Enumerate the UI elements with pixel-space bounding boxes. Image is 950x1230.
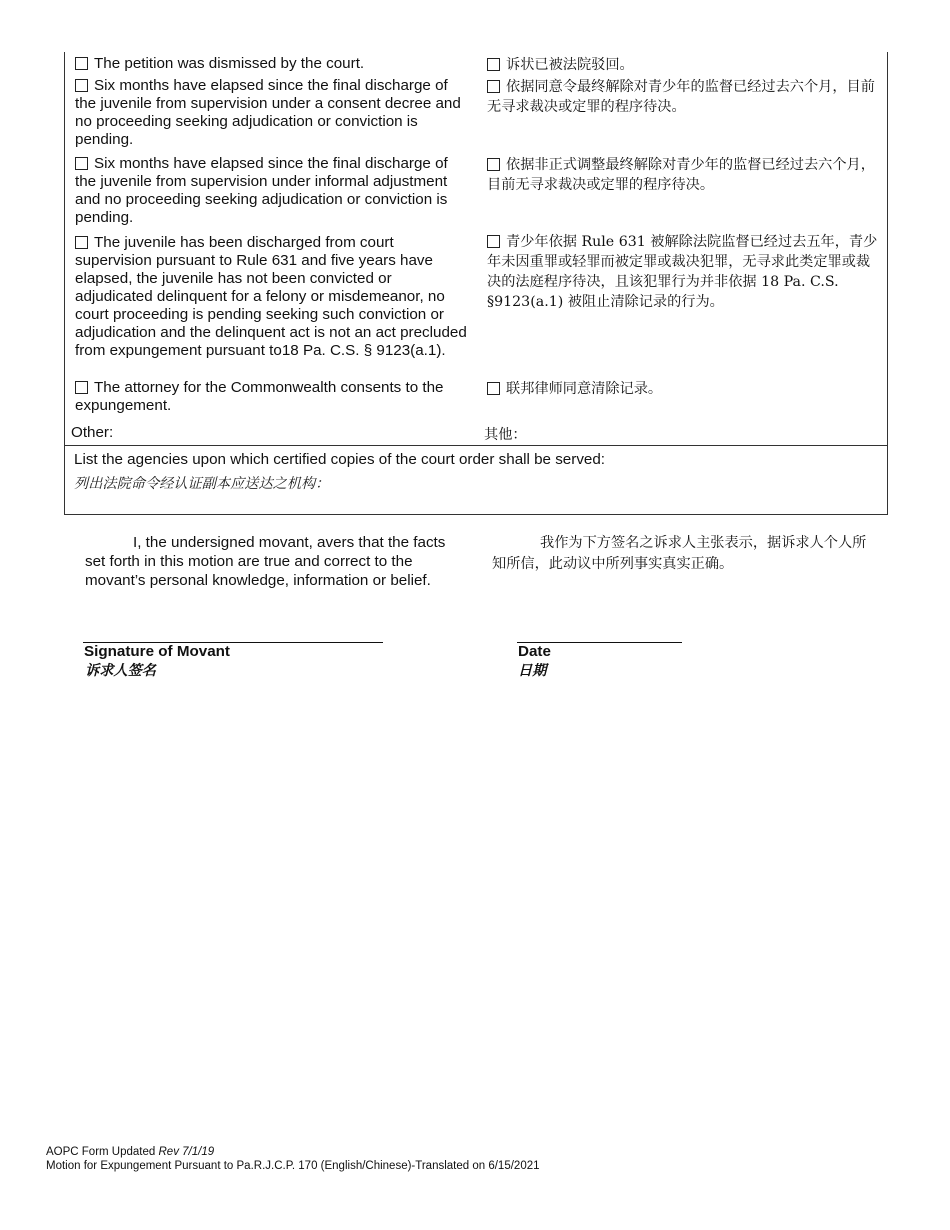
condition-text: The juvenile has been discharged from court supervision pursuant to Rule 631 and five years have elapsed, the juvenile has not been convicted or adjudicated delinquent for a felony or misdemeanor, no court proceeding is pending seeking such conviction or adjudication and the delinquent act is not an act precluded from expungement pursuant to18 Pa. C.S. § 9123(a.1). xyxy=(75,234,467,359)
condition-commonwealth-consent-zh xyxy=(487,379,879,399)
condition-text: 诉状已被法院驳回。 xyxy=(506,57,634,73)
dismissed-checkbox-zh[interactable] xyxy=(487,58,500,71)
condition-consent-decree-zh xyxy=(487,77,879,117)
informal-adjustment-checkbox[interactable] xyxy=(75,157,88,170)
condition-text: The petition was dismissed by the court. xyxy=(94,55,365,72)
condition-consent-decree-en xyxy=(75,77,467,149)
condition-text: 依据同意令最终解除对青少年的监督已经过去六个月，目前无寻求裁决或定罪的程序待决。 xyxy=(487,79,875,115)
consent-decree-checkbox-zh[interactable] xyxy=(487,80,500,93)
rule-631-checkbox-zh[interactable] xyxy=(487,235,500,248)
condition-text: 联邦律师同意清除记录。 xyxy=(506,381,663,397)
condition-rule-631-zh xyxy=(487,232,879,312)
averment-zh: 我作为下方签名之诉求人主张表示，据诉求人个人所知所信，此动议中所列事实真实正确。 xyxy=(492,535,867,572)
agencies-label-en: List the agencies upon which certified copies of the court order shall be served: xyxy=(74,451,606,468)
condition-text: 青少年依据 Rule 631 被解除法院监督已经过去五年，青少年未因重罪或轻罪而被定罪或裁决犯罪，无寻求此类定罪或裁决的法庭程序待决，且该犯罪行为并非依据 18 Pa. C.S. §9123(a.1) 被阻止清除记录的行为。 xyxy=(487,234,878,310)
commonwealth-consent-checkbox-zh[interactable] xyxy=(487,382,500,395)
rule-631-checkbox[interactable] xyxy=(75,236,88,249)
footer-motion-title: Motion for Expungement Pursuant to Pa.R.J.C.P. 170 (English/Chinese)-Translated on 6/15/2021 xyxy=(46,1160,540,1172)
dismissed-checkbox[interactable] xyxy=(75,57,88,70)
commonwealth-consent-checkbox[interactable] xyxy=(75,381,88,394)
footer-form-updated xyxy=(46,1145,214,1159)
footer-revision: Rev 7/1/19 xyxy=(158,1146,215,1158)
condition-text: 依据非正式调整最终解除对青少年的监督已经过去六个月，目前无寻求裁决或定罪的程序待决。 xyxy=(487,157,875,193)
condition-informal-adjustment-zh xyxy=(487,155,879,195)
condition-text: Six months have elapsed since the final discharge of the juvenile from supervision under a consent decree and no proceeding seeking adjudication or conviction is pending. xyxy=(75,77,461,148)
condition-dismissed-zh xyxy=(487,55,879,75)
condition-text: The attorney for the Commonwealth consents to the expungement. xyxy=(75,379,444,414)
condition-rule-631-en xyxy=(75,234,467,360)
averment-en: I, the undersigned movant, avers that the facts set forth in this motion are true and correct to the movant’s personal knowledge, information or belief. xyxy=(85,534,446,589)
signature-label-en: Signature of Movant xyxy=(84,643,230,660)
agencies-divider xyxy=(64,445,888,446)
consent-decree-checkbox[interactable] xyxy=(75,79,88,92)
condition-dismissed-en xyxy=(75,55,467,73)
other-label-en: Other: xyxy=(71,424,114,441)
condition-informal-adjustment-en xyxy=(75,155,467,227)
date-label-zh: 日期 xyxy=(518,663,547,679)
agencies-label-zh: 列出法院命令经认证副本应送达之机构： xyxy=(74,476,330,492)
informal-adjustment-checkbox-zh[interactable] xyxy=(487,158,500,171)
condition-commonwealth-consent-en xyxy=(75,379,467,415)
footer-prefix: AOPC Form Updated xyxy=(46,1146,156,1158)
date-label-en: Date xyxy=(518,643,551,660)
condition-text: Six months have elapsed since the final discharge of the juvenile from supervision under informal adjustment and no proceeding seeking adjudication or conviction is pending. xyxy=(75,155,448,226)
other-label-zh: 其他： xyxy=(484,427,527,443)
signature-label-zh: 诉求人签名 xyxy=(85,663,156,679)
